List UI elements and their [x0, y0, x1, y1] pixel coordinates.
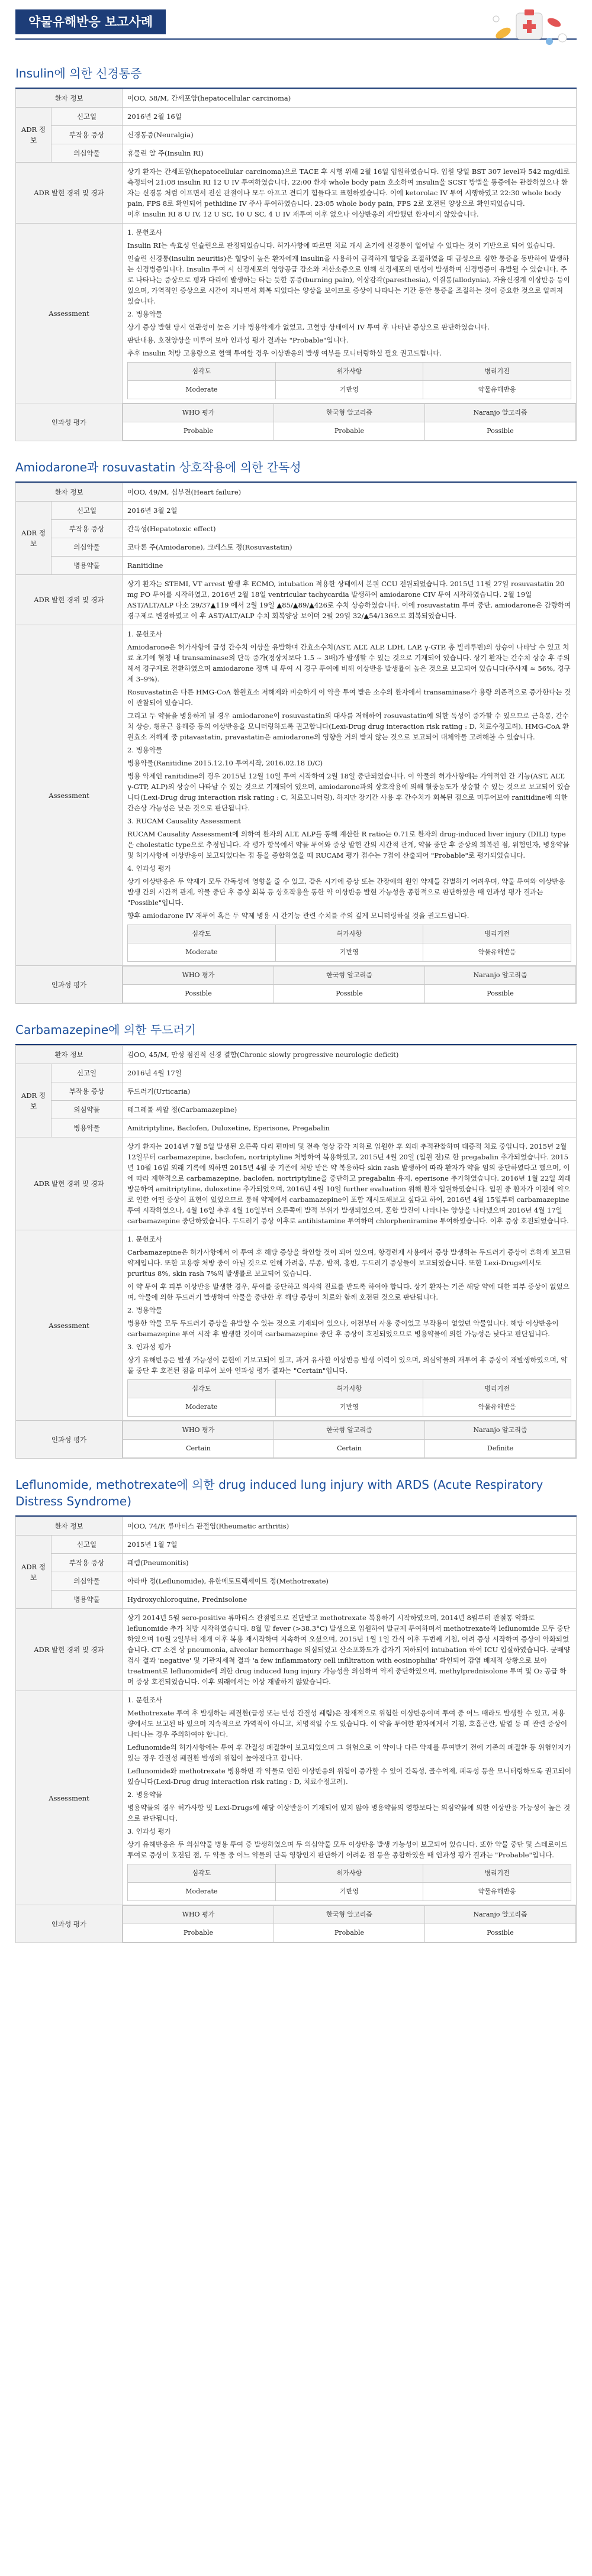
case-table	[15, 89, 577, 441]
assessment-paragraph: 1. 문헌조사	[127, 228, 163, 237]
severity-value-row	[128, 1398, 571, 1417]
course-label: ADR 발현 경위 및 경과	[16, 1137, 123, 1230]
assessment-paragraph: Amiodarone은 허가사항에 급성 간수치 이상을 유발하며 간효소수치(AST, ALT, ALP, LDH, LAP, γ-GTP, 총 빌리루빈)의 상승이 나타날 수 있고 치료 초기에 혈청 내 transaminase의 단독 증가(정상치보다 1.5 ~ 3배)가 발생할 수 있는 것으로 기재되어 있습니다. 상기 환자는 간수치 상승 후 주의해서 경구제로 전환하였으며 amiodarone 정맥 내 투여 시 경구 투여에 비해 이상반응 발생률이 높은 것으로 보고되어 있습니다(주사제 ≈ 56%, 경구제 3–9%).	[127, 643, 571, 683]
course-row	[16, 575, 577, 625]
severity-table	[127, 362, 571, 399]
symptom-value: 간독성(Hepatotoxic effect)	[123, 520, 577, 538]
assessment-paragraph: 2. 병용약물	[127, 1306, 163, 1314]
severity-header-cell: 병리기전	[423, 1380, 571, 1398]
case-spacer	[0, 441, 592, 454]
patient-label: 환자 정보	[16, 483, 123, 502]
causality-header-row	[123, 1421, 576, 1440]
assessment-paragraph: 상기 유해반응은 발생 가능성이 문헌에 기보고되어 있고, 과거 유사한 이상반응 발생 이력이 있으며, 의심약물의 재투여 후 증상이 재발생하였으며, 약물 중단 후 호전된 점을 미루어 보아 인과성 평가 결과는 "Certain"입니다.	[127, 1356, 568, 1375]
causality-header-row	[123, 1906, 576, 1924]
case-title: Insulin에 의한 신경통증	[15, 60, 577, 89]
assessment-paragraph: 3. 인과성 평가	[127, 1827, 171, 1835]
severity-header-row	[128, 925, 571, 943]
severity-value-cell: 약물유해반응	[423, 1398, 571, 1417]
report-title: 약물유해반응 보고사례	[15, 9, 166, 34]
assessment-paragraph: Insulin RI는 속효성 인슐린으로 판정되었습니다. 허가사항에 따르면 치료 개시 초기에 신경통이 일어날 수 있다는 것이 기반으로 되어 있습니다.	[127, 241, 555, 250]
suspect-drug-label: 의심약물	[52, 538, 123, 557]
assessment-body	[123, 1691, 577, 1905]
course-label: ADR 발현 경위 및 경과	[16, 1609, 123, 1691]
course-row	[16, 1137, 577, 1230]
severity-value-row	[128, 943, 571, 962]
causality-body	[123, 966, 577, 1004]
assessment-label: Assessment	[16, 224, 123, 403]
severity-value-cell: 약물유해반응	[423, 381, 571, 399]
causality-value-row	[123, 985, 576, 1003]
assessment-paragraph: 병용 약제인 ranitidine의 경우 2015년 12월 10일 투여 시작하여 2월 18일 중단되었습니다. 이 약물의 허가사항에는 가역적인 간 기능(AST, ALT, γ-GTP, ALP)의 상승이 나타날 수 있는 것으로 기재되어 있으며, amiodarone과의 상호작용에 의해 혈중농도가 상승할 수 있는 것으로 보고되어 있습니다(Lexi-Drug drug interaction risk rating : C, 치료모니터링). 하지만 장기간 사용 후 간수치가 회복된 점으로 미루어보아 ranitidine에 의한 간손상 가능성은 낮은 것으로 판단됩니다.	[127, 772, 570, 812]
onset-label: 신고일	[52, 108, 123, 126]
causality-value-cell: Probable	[274, 1924, 425, 1942]
symptom-row	[16, 520, 577, 538]
causality-body	[123, 1421, 577, 1459]
adr-info-label: ADR 정보	[16, 108, 52, 163]
causality-value-cell: Certain	[274, 1440, 425, 1458]
case-table	[15, 483, 577, 1004]
causality-header-row	[123, 404, 576, 422]
causality-header-cell: WHO 평가	[123, 1421, 274, 1440]
assessment-row	[16, 224, 577, 403]
adr-info-label: ADR 정보	[16, 1064, 52, 1137]
causality-value-cell: Possible	[123, 985, 274, 1003]
patient-label: 환자 정보	[16, 89, 123, 108]
patient-label: 환자 정보	[16, 1517, 123, 1536]
concomitant-drug-label: 병용약물	[52, 1119, 123, 1137]
case-section	[0, 454, 592, 1004]
assessment-paragraph: 상기 증상 발현 당시 연관성이 높은 기타 병용약제가 없었고, 고혈당 상태에서 IV 투여 후 나타난 증상으로 판단하였습니다.	[127, 323, 490, 331]
causality-header-cell: 한국형 알고리즘	[274, 967, 425, 985]
causality-header-row	[123, 967, 576, 985]
severity-value-cell: 기반영	[275, 1883, 423, 1901]
patient-row	[16, 1517, 577, 1536]
assessment-paragraph: 2. 병용약물	[127, 1790, 163, 1799]
case-title: Leflunomide, methotrexate에 의한 drug induced lung injury with ARDS (Acute Respiratory Distress Syndrome)	[15, 1472, 577, 1517]
onset-label: 신고일	[52, 1536, 123, 1554]
severity-table	[127, 1379, 571, 1417]
onset-value: 2016년 4월 17일	[123, 1064, 577, 1082]
course-row	[16, 1609, 577, 1691]
severity-value-row	[128, 1883, 571, 1901]
assessment-body	[123, 1230, 577, 1421]
case-spacer	[0, 1004, 592, 1017]
causality-header-cell: 한국형 알고리즘	[274, 404, 425, 422]
causality-body	[123, 1905, 577, 1943]
causality-value-cell: Possible	[274, 985, 425, 1003]
causality-header-cell: WHO 평가	[123, 967, 274, 985]
assessment-paragraph: 상기 유해반응은 두 의심약물 병용 투여 중 발생하였으며 두 의심약물 모두 이상반응 발생 가능성이 보고되어 있습니다. 또한 약물 중단 및 스테로이드 투여로 증상이 호전된 점, 두 약물 중 어느 약물의 단독 영향인지 판단하기 어려운 점 등을 종합하였을 때 인과성 평가 결과는 "Probable"입니다.	[127, 1840, 568, 1859]
adr-info-label: ADR 정보	[16, 502, 52, 575]
causality-label: 인과성 평가	[16, 1421, 123, 1459]
causality-table	[123, 1421, 576, 1458]
patient-value: 김OO, 45/M, 만성 점진적 신경 결함(Chronic slowly progressive neurologic deficit)	[123, 1046, 577, 1064]
causality-header-cell: Naranjo 알고리즘	[425, 1421, 576, 1440]
assessment-paragraph: Leflunomide와 methotrexate 병용하면 각 약물로 인한 이상반응의 위험이 증가할 수 있어 간독성, 골수억제, 폐독성 등을 모니터링하도록 권고되어 있습니다(Lexi-Drug drug interaction risk rating : D, 치료수정고려).	[127, 1767, 571, 1786]
concomitant-drug-row	[16, 1119, 577, 1137]
onset-label: 신고일	[52, 1064, 123, 1082]
assessment-paragraph: Rosuvastatin은 다른 HMG-CoA 환원효소 저해제와 비슷하게 이 약을 투여 받은 소수의 환자에서 transaminase가 용량 의존적으로 증가한다는 것이 관찰되어 있습니다.	[127, 688, 571, 707]
assessment-paragraph: 이 약 투여 후 피부 이상반응 발생한 경우, 투여를 중단하고 의사의 진료를 받도록 하여야 합니다. 상기 환자는 기존 해당 약에 대한 피부 증상이 없었으며, 약물에 의한 두드러기 발생하여 약물을 중단한 후 해당 증상이 치료와 함께 호전된 것으로 판단됩니다.	[127, 1282, 570, 1301]
severity-header-cell: 병리기전	[423, 925, 571, 943]
patient-label: 환자 정보	[16, 1046, 123, 1064]
assessment-paragraph: 인슐린 신경통(insulin neuritis)은 혈당이 높은 환자에게 insulin을 사용하여 급격하게 혈당을 조절하였을 때 급성으로 심한 통증을 동반하여 발생하는 신경병증입니다. Insulin 투여 시 신경세포의 영양공급 감소와 저산소증으로 인해 신경세포의 변성이 발생하여 신경병증이 유발될 수 있습니다. 주로 나타나는 증상으로 평과 다리에 발생하는 타는 듯한 통증(burning pain), 이상감각(paresthesia), 이질통(allodynia), 자율신경계 이상반응 등이 있으며, 가역적인 증상으로 시간이 지나면서 회복 되었다는 양상을 보이므로 증상이 나타나는 기간 동안 통증을 조절하는 것이 중요한 것으로 알려져 있습니다.	[127, 254, 570, 305]
causality-table	[123, 403, 576, 441]
severity-header-cell: 심각도	[128, 1380, 276, 1398]
case-spacer	[0, 1459, 592, 1472]
onset-label: 신고일	[52, 502, 123, 520]
assessment-row	[16, 1230, 577, 1421]
course-row	[16, 163, 577, 224]
severity-header-row	[128, 363, 571, 381]
onset-value: 2015년 1월 7일	[123, 1536, 577, 1554]
severity-value-cell: 기반영	[275, 943, 423, 962]
causality-value-row	[123, 422, 576, 441]
suspect-drug-row	[16, 538, 577, 557]
assessment-paragraph: 상기 이상반응은 두 약제가 모두 간독성에 영향을 줄 수 있고, 같은 시기에 증상 또는 간장애의 원인 약제들 감별하기 어려우며, 약물 투여와 이상반응 발생 간의 시간적 관계, 약물 중단 후 증상 회복 등 상호작용을 통한 약 이상반응 발현 가능성을 종합적으로 판단하였을 때 인과성 평가 결과는 "Possible"입니다.	[127, 877, 565, 907]
symptom-row	[16, 126, 577, 144]
suspect-drug-value: 코다론 주(Amiodarone), 크레스토 정(Rosuvastatin)	[123, 538, 577, 557]
patient-value: 이OO, 49/M, 심부전(Heart failure)	[123, 483, 577, 502]
concomitant-drug-row	[16, 1591, 577, 1609]
report-header	[0, 0, 592, 60]
causality-body	[123, 403, 577, 441]
assessment-paragraph: 1. 문헌조사	[127, 630, 163, 638]
course-text: 상기 환자는 2014년 7월 5일 발생된 오른쪽 다리 편마비 및 전측 영상 감각 저하로 입원한 후 외래 추적관찰하며 대증적 치료 중입니다. 2015년 2월 12일부터 carbamazepine, baclofen, nortriptyline 처방하여 복용하였고, 2015년 4월 20일 (입원 전)로 한 pregabalin 추가되었습니다. 2015년 10월 16일 외래 기록에 의하면 2015년 4월 중 기존에 처방 받은 약 복용하다 skin rash 발생하여 따라 환자가 약을 임의 중단하였다고 했으며, 이에 따라 제한적으로 carbamazepine, baclofen, nortriptyline을 중단하고 pregabalin 유지, eperisone 추가하였습니다. 2016년 1월 22일 외래 방문하여 amitriptyline, duloxetine 추가되었으며, 2016년 4월 10일 further evaluation 위해 환자 입원하였습니다. 입원 중 환자가 이전에 약으로 인한 어떤 증상이 표현이 있었으므로 통해 약제에서 carbamazepine이 포함 재시도해보고 싶다고 하여, 2016년 4월 15일부터 carbamazepine 투여 시작하였으나, 4월 16일 추후 4월 16일부터 오른쪽에 발적 부위가 발생되었으며, 혼합 발진이 나타나는 양상을 나타냈으며 2016년 4월 17일 carbamazepine 중단하였습니다. 두드러기 증상 이후로 antihistamine 투여하며 chlorpheniramine 투여하였습니다. 이후 증상 호전되었습니다.	[123, 1137, 577, 1230]
causality-header-cell: 한국형 알고리즘	[274, 1421, 425, 1440]
symptom-label: 부작용 증상	[52, 1554, 123, 1572]
assessment-label: Assessment	[16, 1230, 123, 1421]
symptom-row	[16, 1554, 577, 1572]
onset-value: 2016년 2월 16일	[123, 108, 577, 126]
severity-value-cell: Moderate	[128, 381, 276, 399]
assessment-row	[16, 625, 577, 966]
suspect-drug-value: 테그레톨 씨알 정(Carbamazepine)	[123, 1101, 577, 1119]
course-label: ADR 발현 경위 및 경과	[16, 575, 123, 625]
causality-value-cell: Probable	[274, 422, 425, 441]
course-text: 상기 환자는 간세포암(hepatocellular carcinoma)으로 TACE 후 시행 위해 2월 16일 입원하였습니다. 입원 당일 BST 307 level과 542 mg/dl로 측정되어 21:08 insulin RI 12 U IV 투여하였습니다. 22:00 환자 whole body pain 호소하여 insulin을 SCST 방법을 통증에는 관찰하였으나 환자는 신경통 처럼 이프면서 전신 관절이나 모두 아프고 견디기 힘들다고 표현하였습니다. 이에 ketorolac IV 투여 시행하였고 22:30 whole body pain, FPS 8로 확인되어 pethidine IV 주사 투여하였습니다. 23:05 whole body pain, FPS 2로 호전된 양상으로 확인되었습니다. 이후 insulin RI 8 U IV, 12 U SC, 10 U SC, 4 U IV 재투여 이후 없으나 이상반응의 재발했던 환자이지 않았습니다.	[123, 163, 577, 224]
assessment-paragraph: Leflunomide의 허가사항에는 투여 후 간질성 폐질환이 보고되었으며 그 위험으로 이 약이나 다른 약제를 투여받기 전에 기존의 폐질환 등 위험인자가 있는 경우 간질성 폐질환 발생의 위험이 높아진다고 합니다.	[127, 1743, 571, 1762]
severity-header-cell: 위가사항	[275, 363, 423, 381]
onset-row	[16, 1536, 577, 1554]
assessment-paragraph: 2. 병용약물	[127, 310, 163, 318]
assessment-paragraph: 향후 amiodarone IV 재투여 혹은 두 약제 병용 시 간기능 관련 수치를 주의 깊게 모니터링하실 것을 권고드립니다.	[127, 912, 469, 920]
assessment-paragraph: 병용약물의 경우 허가사항 및 Lexi-Drugs에 해당 이상반응이 기재되어 있지 않아 병용약물의 영향보다는 의심약물에 의한 이상반응 가능성이 높은 것으로 판단됩니다.	[127, 1803, 571, 1822]
severity-header-cell: 허가사항	[275, 1380, 423, 1398]
causality-header-cell: WHO 평가	[123, 404, 274, 422]
assessment-paragraph: RUCAM Causality Assessment에 의하여 환자의 ALT, ALP를 통해 계산한 R ratio는 0.71로 환자의 drug-induced liver injury (DILI) type은 cholestatic type으로 추정됩니다. 각 평가 항목에서 약물 투여와 증상 발현 간의 시간적 관계, 약물 중단 후 증상의 회복된 점, 위험인자, 병용약물 및 허가사항에 이상반응이 보고되었다는 점 등을 종합하였을 때 RUCAM 평가 점수는 7점이 산출되어 "Probable"로 평가되었습니다.	[127, 830, 570, 859]
course-text: 상기 2014년 5월 sero-positive 류마티스 관절염으로 진단받고 methotrexate 복용하기 시작하였으며, 2014년 8월부터 관절통 악화로 leflunomide 추가 처방 시작하였습니다. 8월 말 fever (>38.3°C) 발생으로 입원하여 발균제 투여하며서 methotrexate와 leflunomide 모두 중단하였으며 10월 2일부터 재개 이후 복용 재시작하여 지속하여 오셨으며, 2015년 1월 1일 간식 이후 두번째 기침, 어려 증상 시작하여 증상이 악화되었습니다. CT 소견 상 pneumonia, alveolar hemorrhage 의심되었고 산소포화도가 갑자기 저하되어 intubation 하여 ICU 입실하였습니다. 균배양 검사 결과 'negative' 및 기관지세척 결과 'a few inflammatory cell infiltration with eosinophilia' 확인되어 감염 배제적 상황으로 보아 treatment로 leflunomide에 의한 drug induced lung injury 가능성을 의심하여 약제 중단하였으며, methylprednisolone 투여 및 O₂ 공급 하며 증상 호전되었습니다. 이후 외래에서는 이상 재발하지 않았습니다.	[123, 1609, 577, 1691]
assessment-label: Assessment	[16, 1691, 123, 1905]
case-title: Carbamazepine에 의한 두드러기	[15, 1017, 577, 1045]
suspect-drug-value: 휴물린 알 주(Insulin RI)	[123, 144, 577, 163]
assessment-paragraph: 4. 인과성 평가	[127, 864, 171, 872]
patient-value: 이OO, 58/M, 간세포암(hepatocellular carcinoma)	[123, 89, 577, 108]
assessment-paragraph: 3. 인과성 평가	[127, 1343, 171, 1351]
suspect-drug-value: 아라바 정(Leflunomide), 유한메토트렉세이트 정(Methotrexate)	[123, 1572, 577, 1591]
case-section	[0, 60, 592, 441]
symptom-value: 폐렴(Pneumonitis)	[123, 1554, 577, 1572]
assessment-body	[123, 224, 577, 403]
assessment-paragraph: 1. 문헌조사	[127, 1235, 163, 1243]
course-text: 상기 환자는 STEMI, VT arrest 발생 후 ECMO, intubation 적용한 상태에서 본원 CCU 전원되었습니다. 2015년 11월 27일 rosuvastatin 20 mg PO 투여를 시작하였고, 2016년 2월 18일 ventricular tachycardia 발생하여 amiodarone CIV 투여 시작하였습니다. 2월 19일 AST/ALT/ALP 다소 29/37▲119 에서 2월 19일 ▲85/▲89/▲426로 수치 상승하였습니다. 이에 rosuvastatin 투여 중단, amiodarone은 감량하여 경구제로 변경하였고 이 후 AST/ALT/ALP 수치 회복양상 보이며 2월 29일 32/▲54/136으로 회복되었습니다.	[123, 575, 577, 625]
severity-table	[127, 925, 571, 962]
causality-value-cell: Probable	[123, 1924, 274, 1942]
medicine-illustration	[480, 5, 574, 52]
symptom-label: 부작용 증상	[52, 1082, 123, 1101]
severity-header-cell: 심각도	[128, 363, 276, 381]
onset-value: 2016년 3월 2일	[123, 502, 577, 520]
causality-label: 인과성 평가	[16, 966, 123, 1004]
causality-table	[123, 1905, 576, 1942]
assessment-paragraph: 2. 병용약물	[127, 746, 163, 754]
concomitant-drug-label: 병용약물	[52, 1591, 123, 1609]
assessment-row	[16, 1691, 577, 1905]
suspect-drug-row	[16, 1101, 577, 1119]
causality-value-cell: Possible	[425, 985, 576, 1003]
causality-label: 인과성 평가	[16, 403, 123, 441]
concomitant-drug-row	[16, 557, 577, 575]
severity-value-cell: 기반영	[275, 1398, 423, 1417]
severity-header-row	[128, 1864, 571, 1883]
severity-header-cell: 허가사항	[275, 1864, 423, 1883]
symptom-label: 부작용 증상	[52, 126, 123, 144]
severity-value-cell: 기반영	[275, 381, 423, 399]
severity-value-row	[128, 381, 571, 399]
concomitant-drug-value: Hydroxychloroquine, Prednisolone	[123, 1591, 577, 1609]
causality-header-cell: Naranjo 알고리즘	[425, 1906, 576, 1924]
assessment-paragraph: 병용약물(Ranitidine 2015.12.10 투여시작, 2016.02.18 D/C)	[127, 759, 323, 767]
causality-value-cell: Possible	[425, 422, 576, 441]
causality-row	[16, 403, 577, 441]
onset-row	[16, 502, 577, 520]
concomitant-drug-label: 병용약물	[52, 557, 123, 575]
causality-label: 인과성 평가	[16, 1905, 123, 1943]
suspect-drug-label: 의심약물	[52, 1572, 123, 1591]
onset-row	[16, 108, 577, 126]
severity-value-cell: 약물유해반응	[423, 943, 571, 962]
suspect-drug-label: 의심약물	[52, 1101, 123, 1119]
severity-value-cell: Moderate	[128, 1398, 276, 1417]
severity-header-row	[128, 1380, 571, 1398]
causality-row	[16, 966, 577, 1004]
assessment-body	[123, 625, 577, 966]
severity-header-cell: 병리기전	[423, 363, 571, 381]
causality-header-cell: Naranjo 알고리즘	[425, 404, 576, 422]
assessment-paragraph: 그리고 두 약물을 병용하게 될 경우 amiodarone이 rosuvastatin의 대사를 저해하여 rosuvastatin에 의한 독성이 증가할 수 있으므로 근육통, 간수치 상승, 횡문근 융해증 등의 이상반응을 모니터링하도록 권고합니다(Lexi-Drug drug interaction risk rating : D, 치료수정고려). HMG-CoA 환원효소 저해제 중 pitavastatin, pravastatin은 amiodarone의 영향을 거의 받지 않는 것으로 보고되어 대체약물 고려해볼 수 있습니다.	[127, 712, 570, 741]
causality-header-cell: WHO 평가	[123, 1906, 274, 1924]
case-table	[15, 1517, 577, 1943]
concomitant-drug-value: Ranitidine	[123, 557, 577, 575]
assessment-paragraph: 병용한 약물 모두 두드러기 증상을 유발할 수 있는 것으로 기재되어 있으나, 이전부터 사용 중이었고 부작용이 없었던 약물입니다. 해당 이상반응이 carbamazepine 투여 시작 후 발생한 것이며 carbamazepine 중단 후 증상이 호전되었으므로 병용약물에 의한 가능성은 낮다고 판단됩니다.	[127, 1319, 559, 1338]
causality-value-row	[123, 1924, 576, 1942]
severity-header-cell: 허가사항	[275, 925, 423, 943]
severity-value-cell: 약물유해반응	[423, 1883, 571, 1901]
causality-value-cell: Possible	[425, 1924, 576, 1942]
assessment-paragraph: 추후 insulin 처방 고용량으로 혈액 투여할 경우 이상반응의 발생 여부를 모니터링하실 필요 권고드립니다.	[127, 349, 442, 357]
causality-value-row	[123, 1440, 576, 1458]
assessment-paragraph: Methotrexate 투여 후 발생하는 폐질환(급성 또는 만성 간질성 폐렴)은 잠재적으로 위험한 이상반응이며 투여 중 어느 때라도 발생할 수 있고, 저용량에서도 보고된 바 있으며 지속적으로 가역적이 아니고, 치명적일 수도 있습니다. 이 약을 투여한 환자에게서 기침, 호흡곤란, 발열 등 폐 관련 증상이 나타나는 경우 주의하여야 합니다.	[127, 1709, 568, 1738]
causality-value-cell: Definite	[425, 1440, 576, 1458]
causality-table	[123, 966, 576, 1003]
assessment-paragraph: Carbamazepine은 허가사항에서 이 투여 후 해당 증상을 확인할 것이 되어 있으며, 항경련제 사용에서 증상 발생하는 두드러기 증상이 흔하게 보고된 약제입니다. 또한 고용량 처방 중이 아닐 것으로 인해 가려움, 부종, 발적, 홍반, 두드러기 증상들이 보고되었습니다. 또한 Lexi-Drugs에서도 pruritus 8%, skin rash 7%의 발생률로 보고되어 있습니다.	[127, 1248, 571, 1278]
causality-value-cell: Certain	[123, 1440, 274, 1458]
causality-value-cell: Probable	[123, 422, 274, 441]
causality-row	[16, 1421, 577, 1459]
symptom-row	[16, 1082, 577, 1101]
assessment-paragraph: 1. 문헌조사	[127, 1696, 163, 1704]
severity-value-cell: Moderate	[128, 943, 276, 962]
severity-header-cell: 병리기전	[423, 1864, 571, 1883]
suspect-drug-row	[16, 1572, 577, 1591]
symptom-value: 두드러기(Urticaria)	[123, 1082, 577, 1101]
case-section	[0, 1017, 592, 1459]
severity-header-cell: 심각도	[128, 925, 276, 943]
course-label: ADR 발현 경위 및 경과	[16, 163, 123, 224]
symptom-value: 신경통증(Neuralgia)	[123, 126, 577, 144]
patient-row	[16, 483, 577, 502]
symptom-label: 부작용 증상	[52, 520, 123, 538]
patient-value: 이OO, 74/F, 류마티스 관절염(Rheumatic arthritis)	[123, 1517, 577, 1536]
suspect-drug-row	[16, 144, 577, 163]
severity-value-cell: Moderate	[128, 1883, 276, 1901]
causality-header-cell: 한국형 알고리즘	[274, 1906, 425, 1924]
assessment-label: Assessment	[16, 625, 123, 966]
patient-row	[16, 1046, 577, 1064]
case-list	[0, 60, 592, 1956]
case-spacer	[0, 1943, 592, 1956]
suspect-drug-label: 의심약물	[52, 144, 123, 163]
concomitant-drug-value: Amitriptyline, Baclofen, Duloxetine, Eperisone, Pregabalin	[123, 1119, 577, 1137]
assessment-paragraph: 3. RUCAM Causality Assessment	[127, 817, 241, 825]
causality-header-cell: Naranjo 알고리즘	[425, 967, 576, 985]
case-table	[15, 1045, 577, 1459]
onset-row	[16, 1064, 577, 1082]
adr-info-label: ADR 정보	[16, 1536, 52, 1609]
severity-table	[127, 1864, 571, 1901]
patient-row	[16, 89, 577, 108]
case-section	[0, 1472, 592, 1943]
severity-header-cell: 심각도	[128, 1864, 276, 1883]
case-title: Amiodarone과 rosuvastatin 상호작용에 의한 간독성	[15, 454, 577, 483]
assessment-paragraph: 판단내용, 호전양상을 미루어 보아 인과성 평가 결과는 "Probable"입니다.	[127, 336, 349, 344]
causality-row	[16, 1905, 577, 1943]
